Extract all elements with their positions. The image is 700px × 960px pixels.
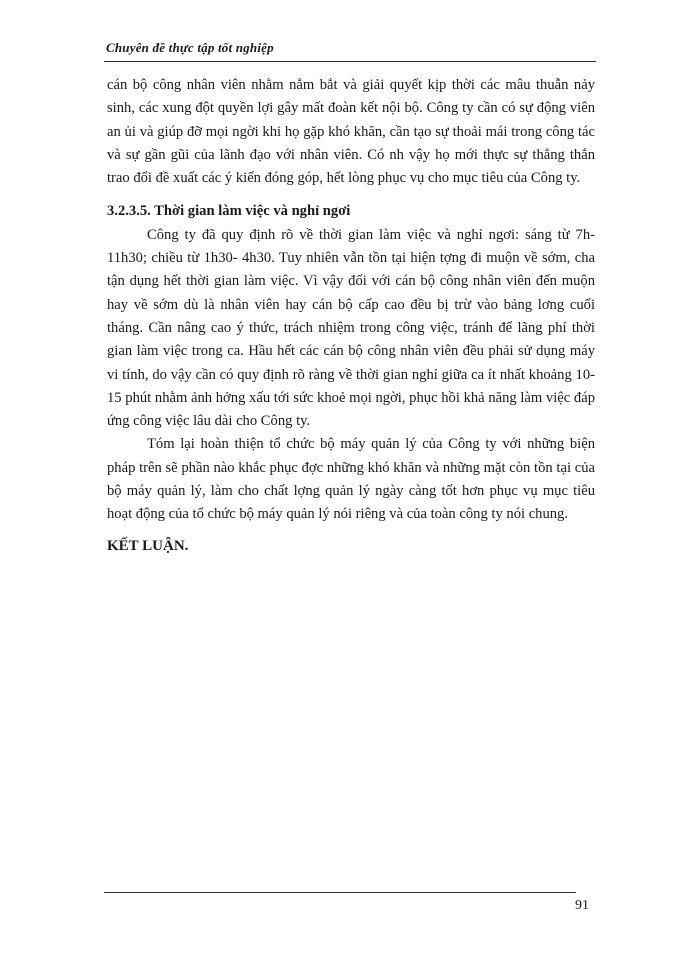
paragraph-summary: Tóm lại hoàn thiện tổ chức bộ máy quản lý của Công ty với những biện pháp trên sẽ phần nào khắc phục đợc những khó khăn và những mặt còn tồn tại của bộ máy quản lý, làm cho chất lợng quản lý ngày càng tốt hơn phục vụ mục tiêu hoạt động của tổ chức bộ máy quản lý nói riêng và của toàn công ty nói chung.: [107, 436, 595, 523]
paragraph-working-hours: Công ty đã quy định rõ về thời gian làm việc và nghỉ ngơi: sáng từ 7h-11h30; chiều từ 1h30- 4h30. Tuy nhiên vẫn tồn tại hiện tợng đi muộn về sớm, cha tận dụng hết thời gian làm việc. Vì vậy đối với cán bộ công nhân viên đến muộn hay về sớm dù là nhân viên hay cán bộ cấp cao đều bị trừ vào bảng lơng cuối tháng. Cần nâng cao ý thức, trách nhiệm trong công việc, tránh để lãng phí thời gian làm việc trong ca. Hầu hết các cán bộ công nhân viên đều phải sử dụng máy vi tính, do vậy cần có quy định rõ ràng về thời gian nghỉ giữa ca ít nhất khoảng 10-15 phút nhằm ảnh hởng xấu tới sức khoẻ mọi ngời, phục hồi khả năng làm việc đáp ứng công việc lâu dài cho Công ty.: [107, 226, 595, 430]
page-body: [107, 74, 595, 558]
running-header-title: Chuyên đề thực tập tốt nghiệp: [106, 40, 274, 55]
footer-divider: [104, 892, 576, 893]
paragraph-continuation: cán bộ công nhân viên nhằm nắm bắt và giải quyết kịp thời các mâu thuẫn nảy sinh, các xung đột quyền lợi gây mất đoàn kết nội bộ. Công ty cần có sự động viên an ủi và giúp đỡ mọi ngời khi họ gặp khó khăn, cần tạo sự thoải mái trong công tác và sự gần gũi của lãnh đạo với nhân viên. Có nh vậy họ mới thực sự thẳng thắn trao đổi đề xuất các ý kiến đóng góp, hết lòng phục vụ cho mục tiêu của Công ty.: [107, 77, 595, 187]
section-heading: 3.2.3.5. Thời gian làm việc và nghỉ ngơi: [107, 203, 351, 220]
conclusion-heading: KẾT LUẬN.: [107, 537, 189, 554]
page-number: 91: [575, 898, 589, 913]
header-divider: [104, 61, 596, 62]
